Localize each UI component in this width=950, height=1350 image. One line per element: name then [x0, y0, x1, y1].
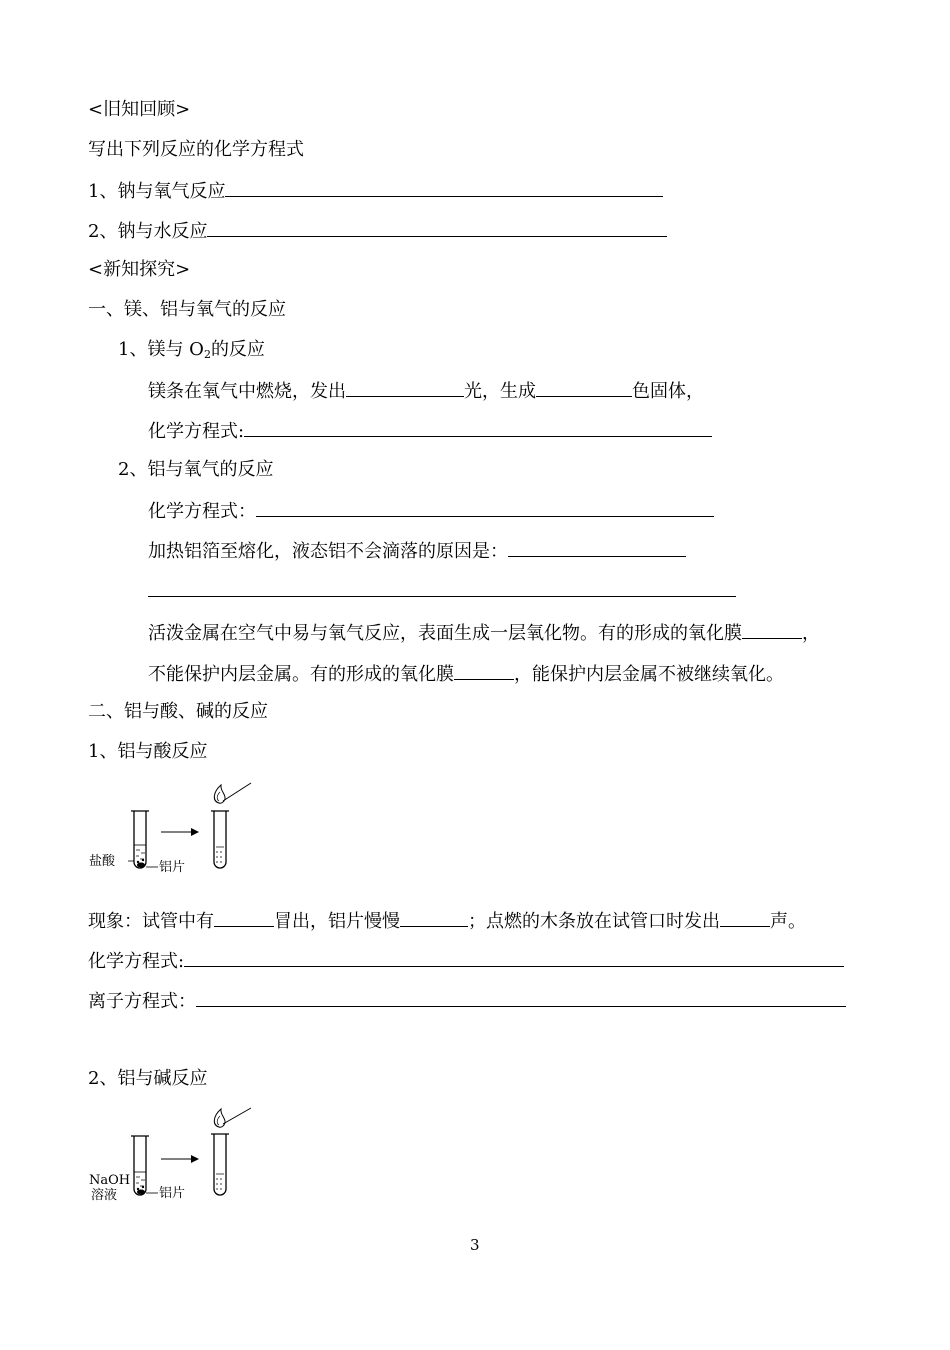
phenomenon-text: ；点燃的木条放在试管口时发出	[468, 911, 720, 932]
liquid-hatching	[136, 850, 145, 859]
equation-blank[interactable]	[244, 418, 712, 437]
phenomenon-text: 冒出，铝片慢慢	[274, 911, 400, 932]
mg-obs-text-a: 镁条在氧气中燃烧，发出	[148, 381, 346, 402]
mg-equation	[148, 418, 712, 444]
reagent-label-line-2: 溶液	[91, 1188, 118, 1203]
liquid-hatching	[136, 1177, 145, 1186]
al-equation	[148, 498, 714, 524]
page-number: 3	[470, 1236, 480, 1254]
light-color-blank[interactable]	[346, 378, 464, 397]
reagent-label-line-1: NaOH	[89, 1173, 131, 1188]
review-question-1	[88, 178, 663, 204]
phenomenon-text: 声。	[770, 911, 806, 932]
note-text: 不能保护内层金属。有的形成的氧化膜	[148, 664, 454, 685]
liquid-level	[216, 1174, 224, 1189]
sound-blank[interactable]	[720, 908, 770, 927]
mg-title	[118, 338, 265, 367]
review-instruction: 写出下列反应的化学方程式	[88, 139, 304, 160]
mg-title-pre: 1、镁与 O	[118, 339, 204, 360]
oxide-note-1	[148, 620, 820, 646]
section-1-title: 一、镁、铝与氧气的反应	[88, 299, 286, 320]
explore-heading: <新知探究>	[88, 259, 191, 280]
mg-obs-text-c: 色固体，	[632, 381, 704, 402]
question-label: 1、钠与氧气反应	[88, 181, 226, 202]
test-tube-right	[211, 1134, 229, 1195]
mg-obs-text-b: 光，生成	[464, 381, 536, 402]
section-2-title: 二、铝与酸、碱的反应	[88, 701, 268, 722]
test-tube-left	[131, 811, 149, 868]
base-title: 2、铝与碱反应	[88, 1068, 208, 1089]
review-question-2	[88, 218, 667, 244]
review-heading: <旧知回顾>	[88, 99, 191, 120]
arrow-icon	[161, 1155, 199, 1163]
test-tube-right	[211, 811, 229, 868]
answer-blank[interactable]	[207, 218, 667, 237]
al-title: 2、铝与氧气的反应	[118, 459, 274, 480]
reason-label: 加热铝箔至熔化，液态铝不会滴落的原因是：	[148, 541, 508, 562]
base-experiment-figure	[85, 1102, 265, 1207]
oxide-film-blank-1[interactable]	[742, 620, 802, 639]
mg-title-subscript: 2	[203, 348, 211, 361]
aluminum-pieces	[137, 859, 145, 868]
note-text: ，	[802, 623, 820, 644]
acid-phenomenon	[88, 908, 806, 934]
burning-splint-icon	[214, 1108, 251, 1127]
aluminum-change-blank[interactable]	[400, 908, 468, 927]
equation-label: 化学方程式:	[88, 951, 185, 972]
ionic-equation-blank[interactable]	[196, 988, 846, 1007]
equation-label: 化学方程式：	[148, 501, 256, 522]
mg-observation	[148, 378, 704, 404]
acid-experiment-figure	[85, 775, 265, 880]
answer-blank[interactable]	[225, 178, 663, 197]
solid-color-blank[interactable]	[536, 378, 632, 397]
equation-blank[interactable]	[256, 498, 714, 517]
oxide-film-blank-2[interactable]	[454, 661, 514, 680]
acid-equation	[88, 948, 844, 974]
al-reason	[148, 538, 686, 564]
oxide-note-2	[148, 661, 784, 687]
equation-blank[interactable]	[184, 948, 844, 967]
reason-blank[interactable]	[508, 538, 686, 557]
question-label: 2、钠与水反应	[88, 221, 208, 242]
note-text: 活泼金属在空气中易与氧气反应，表面生成一层氧化物。有的形成的氧化膜	[148, 623, 742, 644]
arrow-icon	[161, 828, 199, 836]
liquid-level	[216, 847, 224, 862]
phenomenon-text: 现象：试管中有	[88, 911, 214, 932]
mg-title-post: 的反应	[210, 339, 265, 360]
reason-blank-line-2[interactable]	[148, 596, 736, 597]
gas-blank[interactable]	[214, 908, 274, 927]
acid-title: 1、铝与酸反应	[88, 741, 208, 762]
metal-label: 铝片	[159, 1186, 186, 1201]
reagent-label: 盐酸	[89, 854, 116, 869]
equation-label: 化学方程式:	[148, 421, 245, 442]
note-text: ，能保护内层金属不被继续氧化。	[514, 664, 784, 685]
ionic-equation-label: 离子方程式：	[88, 991, 196, 1012]
acid-ionic-equation	[88, 988, 846, 1014]
burning-splint-icon	[214, 783, 251, 803]
aluminum-pieces	[137, 1186, 145, 1195]
metal-label: 铝片	[159, 860, 186, 875]
